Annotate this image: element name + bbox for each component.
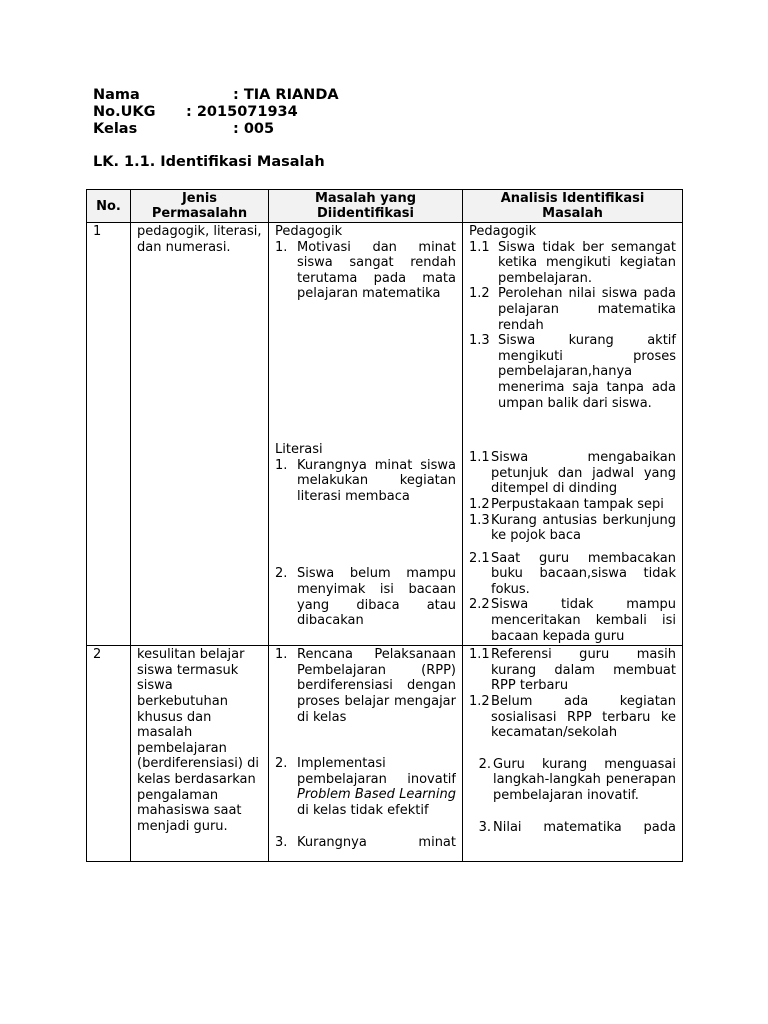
list-item: 1.2 Perpustakaan tampak sepi bbox=[469, 496, 664, 512]
pedagogik-label: Pedagogik bbox=[275, 224, 343, 239]
table-row bbox=[87, 646, 683, 862]
row2-no: 2 bbox=[87, 646, 131, 862]
header-no: No. bbox=[87, 190, 131, 223]
list-item: 1.1 Siswa mengabaikan petunjuk dan jadwal yang ditempel di dinding bbox=[469, 450, 676, 497]
list-item: 3. Nilai matematika pada bbox=[478, 819, 676, 835]
nama-label: Nama bbox=[93, 87, 140, 103]
row1-jenis: pedagogik, literasi, dan numerasi. bbox=[131, 223, 269, 646]
table-header-row bbox=[87, 190, 683, 223]
row1-analisis bbox=[463, 223, 683, 646]
row2-analisis bbox=[463, 646, 683, 862]
identification-table bbox=[86, 189, 683, 862]
list-item: 2.1 Saat guru membacakan buku bacaan,siswa tidak fokus. bbox=[469, 550, 676, 597]
table-row bbox=[87, 223, 683, 646]
row1-no: 1 bbox=[87, 223, 131, 646]
page-title: LK. 1.1. Identifikasi Masalah bbox=[93, 154, 325, 170]
ukg-label: No.UKG bbox=[93, 104, 156, 120]
list-item: 1.3 Siswa kurang aktif mengikuti proses pembelajaran,hanya menerima saja tanpa ada umpan balik dari siswa. bbox=[469, 333, 676, 411]
row1-masalah bbox=[269, 223, 463, 646]
list-item: 2. Guru kurang menguasai langkah-langkah penerapan pembelajaran inovatif. bbox=[478, 756, 676, 803]
problem-based-learning-term: Problem Based Learning bbox=[297, 787, 456, 803]
kelas-value: : 005 bbox=[233, 121, 275, 137]
header-masalah: Masalah yang Diidentifikasi bbox=[269, 190, 463, 223]
list-item: 1.1 Referensi guru masih kurang dalam membuat RPP terbaru bbox=[469, 647, 676, 694]
list-item: 1. Motivasi dan minat siswa sangat rendah terutama pada mata pelajaran matematika bbox=[275, 239, 456, 302]
list-item: 3. Kurangnya minat bbox=[275, 834, 456, 850]
literasi-label: Literasi bbox=[275, 441, 323, 457]
nama-value: : TIA RIANDA bbox=[233, 87, 339, 103]
kelas-label: Kelas bbox=[93, 121, 138, 137]
list-item: 1.2 Perolehan nilai siswa pada pelajaran matematika rendah bbox=[469, 286, 676, 333]
list-item: 2. Siswa belum mampu menyimak isi bacaan yang dibaca atau dibacakan bbox=[275, 566, 456, 629]
analisis-pedagogik-label: Pedagogik bbox=[469, 224, 537, 239]
row2-jenis: kesulitan belajar siswa termasuk siswa berkebutuhan khusus dan masalah pembelajaran (berdiferensiasi) di kelas berdasarkan pengalaman mahasiswa saat menjadi guru. bbox=[131, 646, 269, 862]
header-analisis: Analisis Identifikasi Masalah bbox=[463, 190, 683, 223]
identity-block bbox=[93, 87, 339, 138]
list-item: 1. Rencana Pelaksanaan Pembelajaran (RPP) berdiferensiasi dengan proses belajar mengajar di kelas bbox=[275, 647, 456, 725]
list-item: 1.2 Belum ada kegiatan sosialisasi RPP terbaru ke kecamatan/sekolah bbox=[469, 694, 676, 741]
header-jenis: Jenis Permasalahn bbox=[131, 190, 269, 223]
list-item: 2.2 Siswa tidak mampu menceritakan kembali isi bacaan kepada guru bbox=[469, 597, 676, 644]
list-item: 1.1 Siswa tidak ber semangat ketika mengikuti kegiatan pembelajaran. bbox=[469, 239, 676, 286]
list-item: 1. Kurangnya minat siswa melakukan kegiatan literasi membaca bbox=[275, 457, 456, 504]
ukg-value: : 2015071934 bbox=[186, 104, 298, 120]
list-item: 2. Implementasi pembelajaran inovatif Problem Based Learning di kelas tidak efektif bbox=[275, 756, 456, 818]
row2-masalah bbox=[269, 646, 463, 862]
list-item: 1.3 Kurang antusias berkunjung ke pojok baca bbox=[469, 512, 676, 544]
